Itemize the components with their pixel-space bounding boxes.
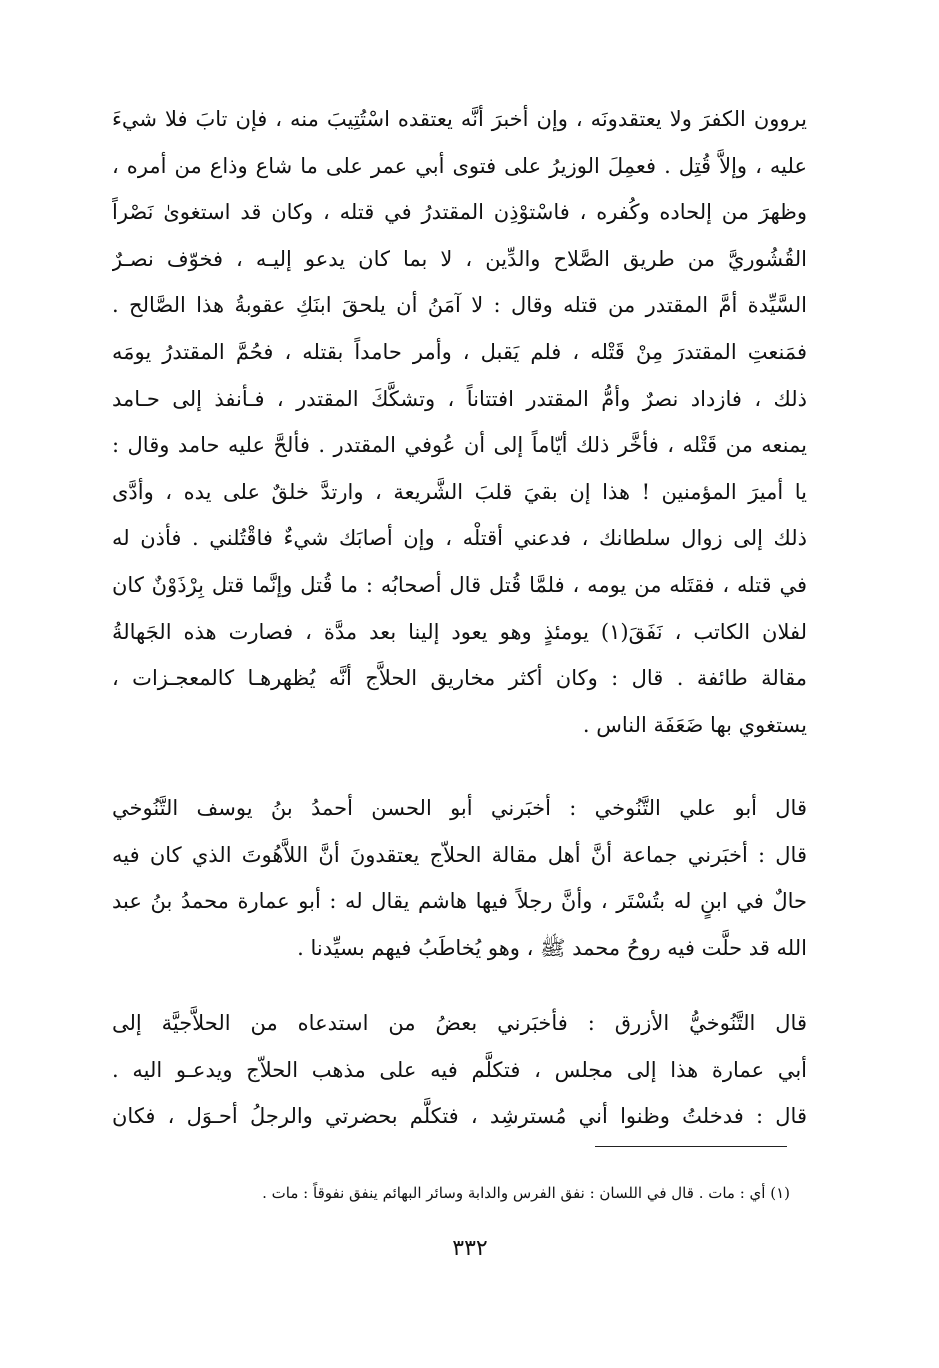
- text-line: يستغوي بها ضَعَفَة الناس .: [582, 712, 807, 737]
- text-line: يمنعه من قَتْله ، فأخَّر ذلك أيّاماً إلى أن عُوفي المقتدر . فألحَّ عليه حامد وقال :: [112, 433, 807, 458]
- paragraph-2: [112, 785, 807, 971]
- text-line: فمَنعتِ المقتدرَ مِنْ قَتْله ، فلم يَقبل ، وأمر حامداً بقتله ، فحُمَّ المقتدرُ يومَه: [112, 339, 807, 364]
- text-line: السَّيِّدة أمَّ المقتدر من قتله وقال : لا آمَنُ أن يلحقَ ابنَكِ عقوبةُ هذا الصَّالح .: [112, 293, 807, 318]
- text-line: الله قد حلَّت فيه روحُ محمد ﷺ ، وهو يُخاطَبُ فيهم بسيِّدنا .: [297, 935, 807, 960]
- page-number: ٣٣٢: [452, 1236, 488, 1261]
- text-line: ذلك ، فازداد نصرٌ وأمُّ المقتدر افتتاناً ، وتشكَّكَ المقتدر ، فـأنفذ إلى حـامد: [112, 386, 807, 411]
- text-line: قال أبو علي التَّنُوخي : أخبَرني أبو الحسن أحمدُ بنُ يوسف التَّنُوخي: [112, 796, 807, 820]
- text-line: أبي عمارة هذا إلى مجلس ، فتكلَّم فيه على مذهب الحلاّج ويدعـو اليه .: [112, 1057, 807, 1082]
- footnote: (١) أي : مات . قال في اللسان : نفق الفرس والدابة وسائر البهائم ينفق نفوقاً : مات .: [262, 1184, 790, 1202]
- paragraph-1: [112, 96, 807, 748]
- text-line: لفلان الكاتب ، نَفَقَ(١) يومئذٍ وهو يعود إلينا بعد مدَّة ، فصارت هذه الجَهالةُ: [112, 619, 807, 644]
- text-line: مقالة طائفة . قال : وكان أكثر مخاريق الحلاَّج أنَّه يُظهرهـا كالمعجـزات ،: [112, 666, 807, 691]
- text-line: يا أميرَ المؤمنين ! هذا إن بقيَ قلبَ الشَّريعة ، وارتدَّ خلقٌ على يده ، وأدَّى: [112, 479, 807, 504]
- text-line: القُشُوريَّ من طريق الصَّلاح والدِّين ، لا بما كان يدعو إليـه ، فخوّف نصـرٌ: [112, 246, 807, 271]
- text-line: قال : أخبَرني جماعة أنَّ أهل مقالة الحلاّج يعتقدونَ أنَّ اللاَّهُوتَ الذي كان فيه: [112, 842, 807, 867]
- text-line: عليه ، وإلاَّ قُتِل . فعمِلَ الوزيرُ على فتوى أبي عمر على ما شاع وذاع من أمره ،: [112, 153, 807, 178]
- text-line: في قتله ، فقتَله من يومه ، فلمَّا قُتل قال أصحابُه : ما قُتل وإنَّما قتل بِرْذَوْنٌ كان: [112, 572, 807, 597]
- paragraph-3: [112, 1000, 807, 1140]
- text-line: وظهرَ من إلحاده وكُفره ، فاسْتوْذِن المقتدرُ في قتله ، وكان قد استغوىٰ نَصْراً: [112, 200, 807, 225]
- text-line: قال : فدخلتُ وظنوا أني مُسترشِد ، فتكلَّم بحضرتي والرجلُ أحـوَل ، فكان: [112, 1104, 807, 1129]
- text-line: ذلك إلى زوال سلطانك ، فدعني أقتلْه ، وإن أصابَك شيءٌ فاقْتُلني . فأذن له: [112, 526, 807, 551]
- text-line: قال التَّنُوخيُّ الأزرق : فأخبَرني بعضُ من استدعاه من الحلاَّجيَّة إلى: [112, 1011, 807, 1035]
- text-line: حالٌ في ابنٍ له بتُسْتَر ، وأنَّ رجلاً فيها هاشم يقال له : أبو عمارة محمدُ بنُ عبد: [112, 889, 807, 914]
- text-line: يروون الكفرَ ولا يعتقدونَه ، وإن أخبرَ أنَّه يعتقده اسْتُتِيبَ منه ، فإن تابَ فلا شيءَ: [112, 107, 807, 131]
- footnote-divider: [595, 1146, 787, 1147]
